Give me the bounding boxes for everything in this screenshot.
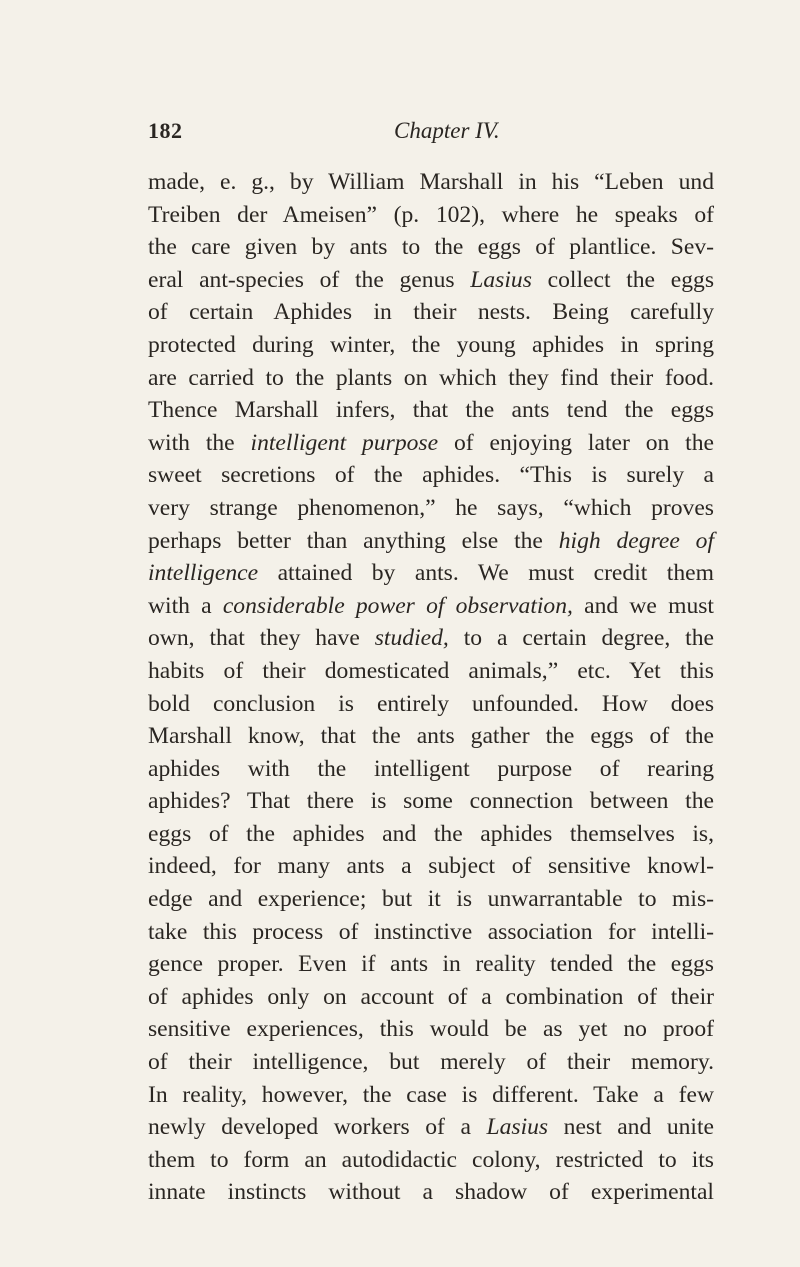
text-line [148,753,714,786]
text-line [148,883,714,916]
text-segment: edge and experience; but it is unwarrantable to mis- [148,886,714,913]
text-segment: with the [148,429,251,456]
text-line [148,394,714,427]
text-line [148,720,714,753]
text-segment: nest and unite [548,1114,714,1141]
text-segment: eggs of the aphides and the aphides themselves is, [148,820,714,847]
text-line [148,916,714,949]
text-line [148,818,714,851]
text-segment: indeed, for many ants a subject of sensitive knowl- [148,853,714,880]
text-segment: own, that they have [148,625,375,652]
text-line [148,1079,714,1112]
text-segment: collect the eggs [531,266,714,293]
text-segment: of aphides only on account of a combination of their [148,983,714,1010]
text-segment: newly developed workers of a [148,1114,487,1141]
text-line [148,785,714,818]
italic-text: Lasius [470,266,532,293]
text-line [148,459,714,492]
text-line [148,688,714,721]
text-segment: innate instincts without a shadow of experimental [148,1179,714,1206]
text-line [148,1013,714,1046]
text-line [148,655,714,688]
text-line [148,1144,714,1177]
text-segment: Marshall know, that the ants gather the eggs of the [148,723,714,750]
text-line [148,329,714,362]
text-segment: sensitive experiences, this would be as yet no proof [148,1016,714,1043]
italic-text: Lasius [486,1114,549,1141]
text-segment: aphides with the intelligent purpose of rearing [148,755,714,782]
italic-text: intelligent purpose [250,429,439,456]
text-segment: them to form an autodidactic colony, restricted to its [148,1146,714,1173]
text-segment: with a [148,592,223,619]
text-line [148,264,714,297]
text-segment: the care given by ants to the eggs of plantlice. Sev- [148,234,714,261]
text-segment: to a certain degree, the [448,625,714,652]
text-line [148,1176,714,1209]
text-segment: In reality, however, the case is different. Take a few [148,1081,714,1108]
italic-text: high degree of [558,527,714,554]
text-segment: sweet secretions of the aphides. “This is surely a [148,462,714,489]
text-line [148,525,714,558]
text-segment: eral ant-species of the genus [148,266,471,293]
text-line [148,850,714,883]
text-segment: of certain Aphides in their nests. Being carefully [148,299,714,326]
text-segment: of their intelligence, but merely of their memory. [148,1049,714,1076]
text-line [148,427,714,460]
text-segment: of enjoying later on the [438,429,714,456]
text-segment: aphides? That there is some connection between the [148,788,714,815]
text-segment: habits of their domesticated animals,” etc. Yet this [148,657,714,684]
text-line [148,199,714,232]
text-segment: take this process of instinctive association for intelli- [148,918,714,945]
text-line [148,1111,714,1144]
text-segment: are carried to the plants on which they find their food. [148,364,714,391]
text-line [148,590,714,623]
chapter-title: Chapter IV. [394,118,500,143]
text-line [148,492,714,525]
text-segment: protected during winter, the young aphides in spring [148,331,714,358]
text-line [148,981,714,1014]
text-line [148,166,714,199]
text-segment: Treiben der Ameisen” (p. 102), where he speaks of [148,201,714,228]
text-segment: very strange phenomenon,” he says, “which proves [148,494,714,521]
text-segment: gence proper. Even if ants in reality tended the eggs [148,951,714,978]
running-head [148,118,708,158]
text-line [148,622,714,655]
text-line [148,1046,714,1079]
text-line [148,557,714,590]
text-line [148,296,714,329]
text-segment: made, e. g., by William Marshall in his “Leben und [148,169,714,195]
italic-text: considerable power of observation, [222,592,573,619]
text-line [148,362,714,395]
text-segment: bold conclusion is entirely unfounded. How does [148,690,714,717]
page-number: 182 [148,118,183,143]
text-line [148,231,714,264]
text-segment: Thence Marshall infers, that the ants tend the eggs [148,397,714,424]
italic-text: studied, [374,625,449,652]
italic-text: intelligence [148,560,259,587]
text-segment: perhaps better than anything else the [148,527,559,554]
body-text [148,166,714,1209]
text-segment: attained by ants. We must credit them [258,560,714,587]
text-line [148,948,714,981]
text-segment: and we must [572,592,714,619]
